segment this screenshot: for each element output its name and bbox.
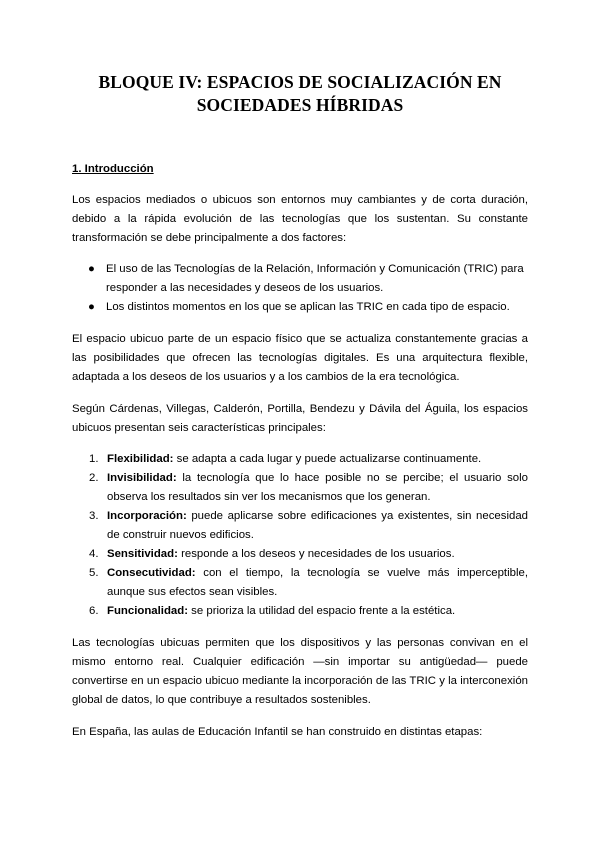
characteristics-list	[72, 450, 528, 621]
list-item	[72, 507, 528, 545]
characteristic-term: Sensitividad:	[107, 548, 178, 560]
paragraph-ubiquitous-technologies: Las tecnologías ubicuas permiten que los dispositivos y las personas convivan en el mismo entorno real. Cualquier edificación —sin importar su antigüedad— puede convertirse en un espacio ubicuo mediante la incorporación de las TRIC y la interconexión global de datos, lo que contribuye a resultados sostenibles.	[72, 637, 528, 706]
list-number: 2.	[89, 472, 99, 484]
list-number: 4.	[89, 548, 99, 560]
list-item-text: Los distintos momentos en los que se aplican las TRIC en cada tipo de espacio.	[106, 301, 510, 313]
list-item	[72, 450, 528, 469]
list-item	[72, 260, 528, 298]
characteristic-term: Flexibilidad:	[107, 453, 174, 465]
paragraph-intro: Los espacios mediados o ubicuos son entornos muy cambiantes y de corta duración, debido a la rápida evolución de las tecnologías que los sustentan. Su constante transformación se debe principalmente a dos factores:	[72, 194, 528, 244]
list-number: 6.	[89, 605, 99, 617]
bullet-icon: ●	[88, 301, 95, 313]
characteristic-text: puede aplicarse sobre edificaciones ya existentes, sin necesidad de construir nuevos edificios.	[107, 510, 528, 541]
characteristic-text: la tecnología que lo hace posible no se percibe; el usuario solo observa los resultados sin ver los mecanismos que los generan.	[107, 472, 528, 503]
list-item	[72, 298, 528, 317]
factors-list	[72, 260, 528, 317]
characteristic-text: con el tiempo, la tecnología se vuelve más imperceptible, aunque sus efectos sean visibles.	[107, 567, 528, 598]
characteristic-text: responde a los deseos y necesidades de los usuarios.	[177, 548, 455, 560]
list-item	[72, 564, 528, 602]
paragraph-spain-classrooms: En España, las aulas de Educación Infantil se han construido en distintas etapas:	[72, 726, 483, 738]
title-line-2: SOCIEDADES HÍBRIDAS	[196, 95, 404, 115]
title-line-1: BLOQUE IV: ESPACIOS DE SOCIALIZACIÓN EN	[98, 72, 502, 92]
paragraph-ubiquitous-space: El espacio ubicuo parte de un espacio físico que se actualiza constantemente gracias a las posibilidades que ofrecen las tecnologías digitales. Es una arquitectura flexible, adaptada a los deseos de los usuarios y a los cambios de la era tecnológica.	[72, 333, 528, 383]
list-number: 3.	[89, 510, 99, 522]
characteristic-term: Invisibilidad:	[107, 472, 177, 484]
list-item	[72, 602, 528, 621]
characteristic-term: Funcionalidad:	[107, 605, 188, 617]
list-item	[72, 545, 528, 564]
list-number: 1.	[89, 453, 99, 465]
paragraph-characteristics-intro: Según Cárdenas, Villegas, Calderón, Portilla, Bendezu y Dávila del Águila, los espacios ubicuos presentan seis características principales:	[72, 403, 528, 434]
list-item	[72, 469, 528, 507]
characteristic-term: Consecutividad:	[107, 567, 196, 579]
characteristic-text: se adapta a cada lugar y puede actualizarse continuamente.	[173, 453, 482, 465]
bullet-icon: ●	[88, 263, 95, 275]
characteristic-text: se prioriza la utilidad del espacio frente a la estética.	[188, 605, 456, 617]
list-number: 5.	[89, 567, 99, 579]
characteristic-term: Incorporación:	[107, 510, 187, 522]
document-title	[72, 0, 528, 117]
list-item-text: El uso de las Tecnologías de la Relación, Información y Comunicación (TRIC) para responder a las necesidades y deseos de los usuarios.	[106, 263, 524, 294]
section-heading: 1. Introducción	[72, 163, 154, 175]
